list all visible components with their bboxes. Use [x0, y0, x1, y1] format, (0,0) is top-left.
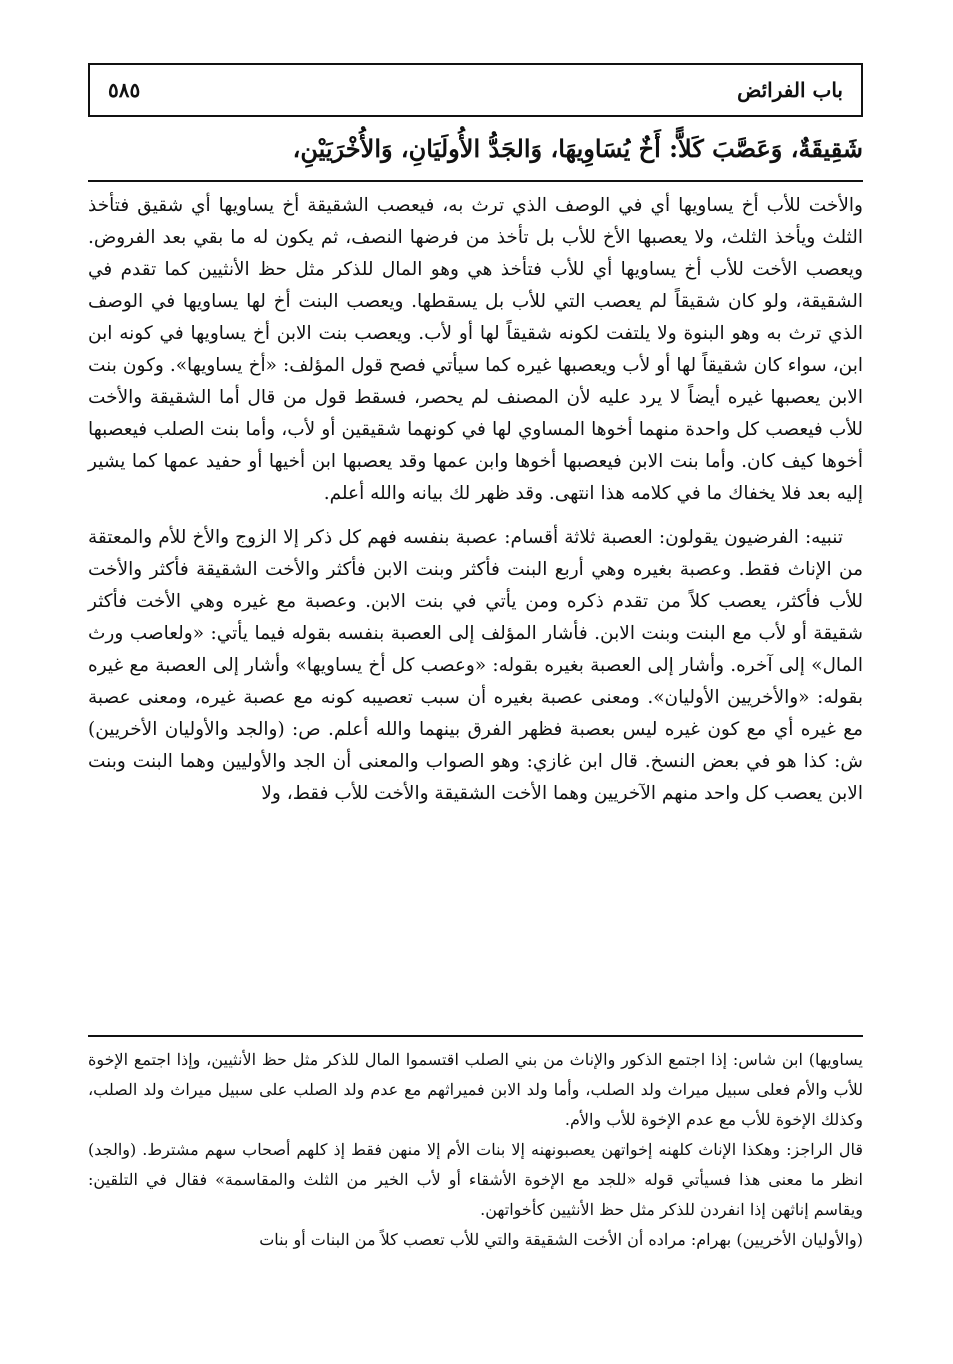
page-number: ٥٨٥: [108, 78, 141, 102]
footnote-paragraph: قال الراجز: وهكذا الإناث كلهنه إخواتهن يعصبونهنه إلا بنات الأم إلا منهن فقط إذ كلهم أصحاب سهم مشترط. (والجد) انظر ما معنى هذا فسيأتي قوله «للجد مع الإخوة الأشقاء أو لأب الخير من الثلث والمقاسمة» فقال في التلقين: ويقاسم إناثهن إذا انفردن للذكر مثل حظ الأنثيين كأخواتهن.: [88, 1140, 864, 1219]
footnote-paragraph: (والأوليان الأخريين) بهرام: مراده أن الأخت الشقيقة والتي للأب تعصب كلاً من البنات أو بنات: [259, 1230, 863, 1249]
page-header: [88, 63, 863, 117]
footnotes: [88, 1045, 863, 1255]
matn-text: شَقِيقَةٌ، وَعَصَّبَ كَلاًّ: أَخٌ يُسَاوِيهَا، وَالجَدُّ الأُولَيَانِ، وَالأُخْرَيَيْنِ،: [292, 134, 863, 163]
top-divider: [88, 180, 863, 182]
footnote-paragraph: يساويها) ابن شاس: إذا اجتمع الذكور والإناث من بني الصلب اقتسموا المال للذكر مثل حظ الأنثيين، وإذا اجتمع الإخوة للأب والأم فعلى سبيل ميراث ولد الصلب، وأما ولد الابن فميراثهم مع عدم ولد الصلب على سبيل ميراث ولد الصلب، وكذلك الإخوة للأب مع عدم الإخوة للأب والأم.: [88, 1050, 863, 1129]
chapter-title: باب الفرائض: [737, 78, 843, 102]
commentary: [88, 190, 863, 810]
footnote-divider: [88, 1035, 863, 1037]
commentary-paragraph: والأخت للأب أخ يساويها أي في الوصف الذي ترث به، فيعصب الشقيقة أخ يساويها أي شقيق فتأخذ الثلث ويأخذ الثلث، ولا يعصبها الأخ للأب بل تأخذ من فرضها النصف، ثم يكون له ما بقي بعد الفروض. ويعصب الأخت للأب أخ يساويها أي للأب فتأخذ هي وهو المال للذكر مثل حظ الأنثيين كما تقدم في الشقيقة، ولو كان شقيقاً لم يعصب التي للأب بل يسقطها. ويعصب البنت أخ لها يساويها في الوصف الذي ترث به وهو البنوة ولا يلتفت لكونه شقيقاً لها أو لأب. ويعصب بنت الابن أخ يساويها في كونه ابن ابن، سواء كان شقيقاً لها أو لأب ويعصبها غيره كما سيأتي فصح قول المؤلف: «أخ يساويها». وكون بنت الابن يعصبها غيره أيضاً لا يرد عليه لأن المصنف لم يحصر، فسقط قول من قال أما الشقيقة والأخت للأب فيعصب كل واحدة منهما أخوها المساوي لها في كونهما شقيقين أو لأب، وأما بنت الصلب فيعصبها أخوها كيف كان. وأما بنت الابن فيعصبها أخوها وابن عمها وقد يعصبها ابن أخيها أو حفيد عمها كما يشير إليه بعد فلا يخفاك ما في كلامه هذا انتهى. وقد ظهر لك بيانه والله أعلم.: [88, 195, 863, 504]
commentary-paragraph: تنبيه: الفرضيون يقولون: العصبة ثلاثة أقسام: عصبة بنفسه فهم كل ذكر إلا الزوج والأخ للأم والمعتقة من الإناث فقط. وعصبة بغيره وهي أربع البنت فأكثر وبنت الابن فأكثر والأخت الشقيقة فأكثر والأخت للأب فأكثر، يعصب كلاً من تقدم ذكره ومن يأتي في بنت الابن. وعصبة مع غيره وهي الأخت فأكثر شقيقة أو لأب مع البنت وبنت الابن. فأشار المؤلف إلى العصبة بنفسه بقوله فيما يأتي: «ولعاصب ورث المال» إلى آخره. وأشار إلى العصبة بغيره بقوله: «وعصب كل أخ يساويها» وأشار إلى العصبة مع غيره بقوله: «والأخريين الأوليان». ومعنى عصبة بغيره أن سبب تعصيبه كونه مع عصبة غيره، ومعنى عصبة مع غيره أي مع كون غيره ليس بعصبة فظهر الفرق بينهما والله أعلم. ص: (والجد والأوليان الأخريين) ش: كذا هو في بعض النسخ. قال ابن غازي: وهو الصواب والمعنى أن الجد والأوليين وهما البنت وبنت الابن يعصب كل واحد منهم الآخريين وهما الأخت الشقيقة والأخت للأب فقط، ولا: [88, 527, 864, 804]
